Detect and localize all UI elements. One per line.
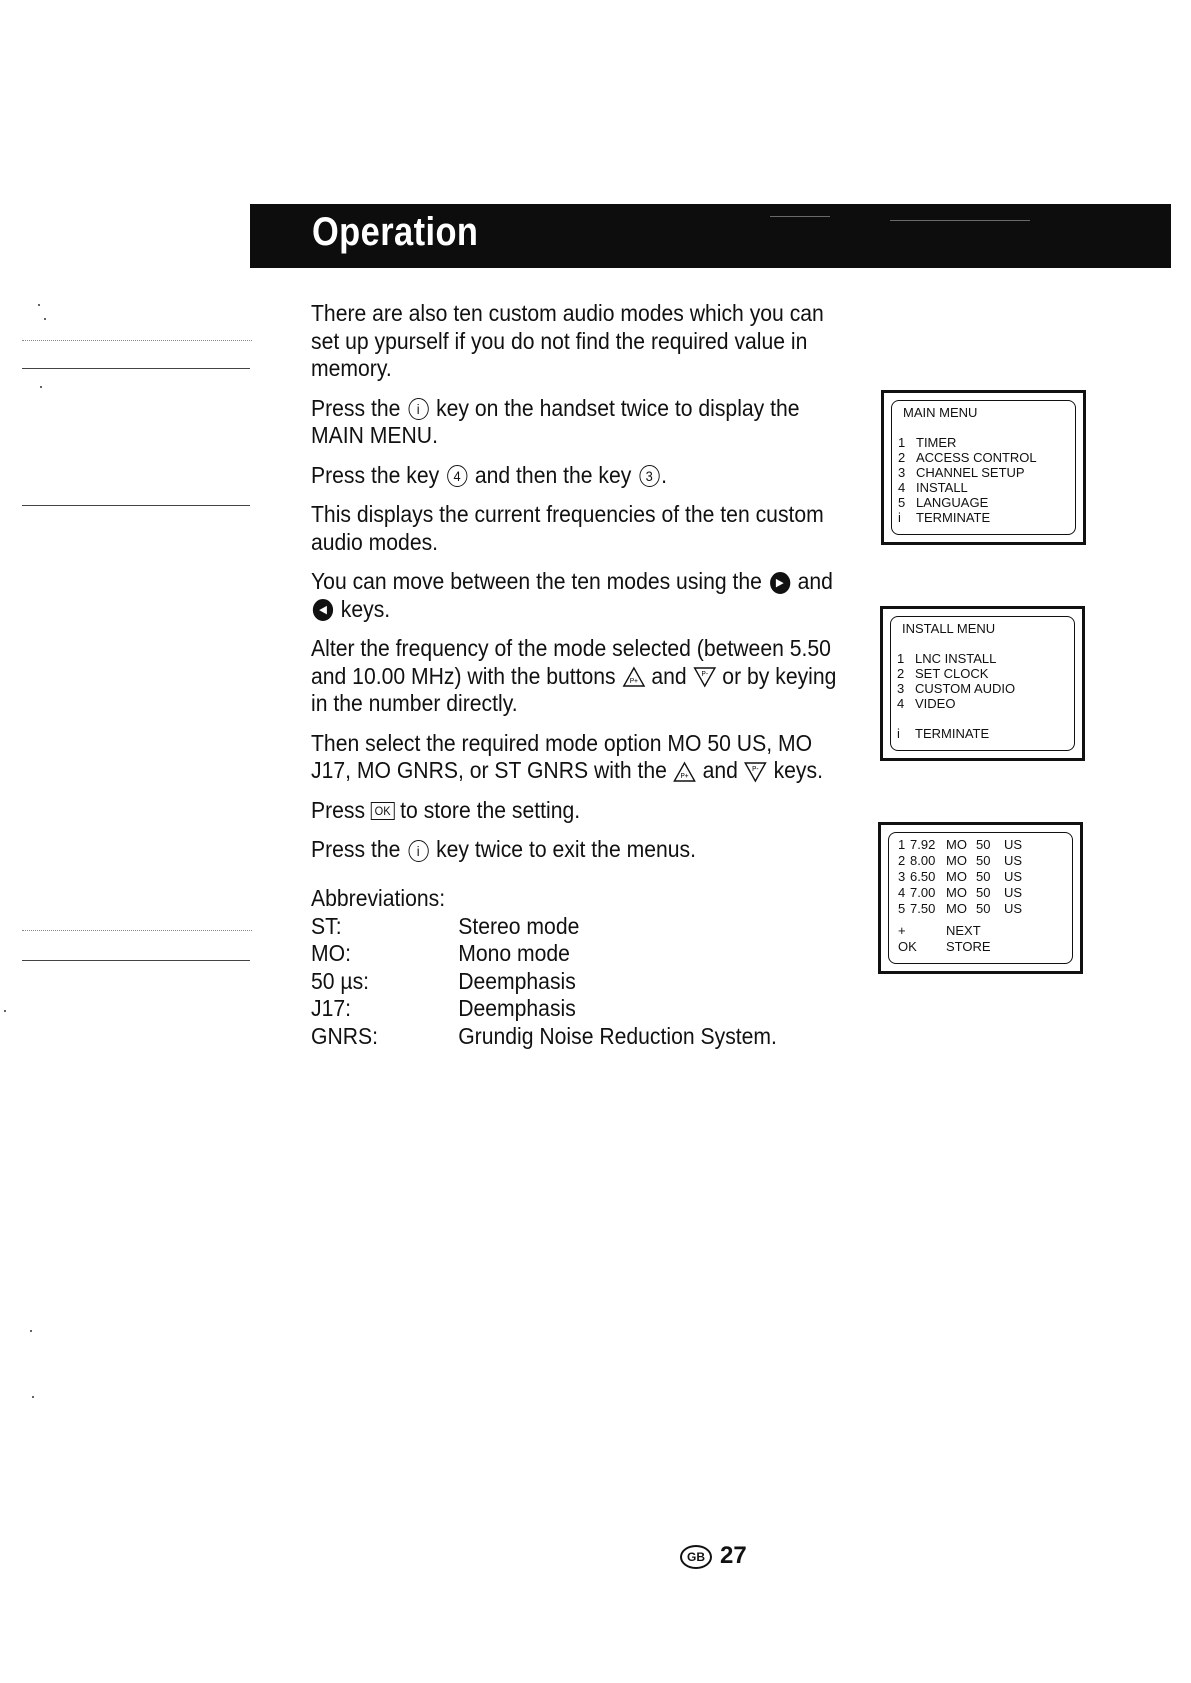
scan-dot [38,304,40,306]
abbreviation-item [311,995,777,1023]
abbreviation-term: 50 µs: [311,967,370,994]
abbreviations-heading [311,885,777,913]
abbreviation-desc: Deemphasis [458,967,576,994]
text: to store the setting. [400,796,581,823]
audio-row: 4 7.00 MO 50 US [898,885,1023,900]
text: Press the [311,836,401,862]
menu-item: 3 CHANNEL SETUP [898,465,1025,480]
key-3-icon: 3 [639,465,659,487]
region-badge: GB [680,1545,712,1569]
text: and [702,757,738,783]
text: and [651,662,687,689]
instructions [311,300,851,876]
print-speck [770,216,830,217]
program-up-key-icon [673,761,697,783]
margin-rule [22,505,250,506]
text: key on the handset twice to display the MAIN MENU. [311,394,800,448]
margin-dotted-rule [22,930,252,932]
text: Press the [311,394,401,421]
abbreviations-list [311,885,817,1050]
audio-row: 2 8.00 MO 50 US [898,853,1023,868]
paragraph-intro: There are also ten custom audio modes which you can set up ypurself if you do not find the required value in memory. [311,300,824,381]
left-arrow-key-icon: ◀ [313,599,333,621]
paragraph-open-menu [311,395,854,450]
abbreviation-term: J17: [311,995,352,1021]
heading-text: Abbreviations: [311,885,446,911]
margin-rule [22,960,250,961]
menu-item: 4 INSTALL [898,480,968,495]
scan-dot [32,1396,34,1398]
program-down-key-icon [693,666,717,688]
scan-dot [44,318,46,320]
page-number-text: 27 [720,1542,747,1569]
paragraph-key-sequence [311,462,854,490]
ok-key-icon: OK [371,802,394,820]
abbreviation-item [311,940,777,968]
menu-item: 4 VIDEO [897,696,956,711]
svg-text:P+: P+ [680,772,689,781]
info-key-icon: i [408,398,428,420]
section-title: Operation [312,210,479,254]
page-number [680,1542,747,1570]
abbreviation-term: GNRS: [311,1022,379,1049]
main-menu-screen [881,390,1086,545]
scan-dot [30,1330,32,1332]
text: and [797,568,833,594]
abbreviation-item [311,1023,777,1051]
program-down-key-icon [744,761,768,783]
info-key-icon: i [408,840,428,862]
abbreviation-desc: Grundig Noise Reduction System. [458,1022,777,1049]
svg-text:P-: P- [752,765,759,774]
menu-item: i TERMINATE [897,726,990,741]
svg-text:P+: P+ [629,678,638,686]
key-4-icon: 4 [447,465,467,487]
audio-footer-row: + NEXT [898,923,981,938]
abbreviation-desc: Stereo mode [458,912,580,939]
custom-audio-screen [878,822,1083,974]
paragraph-navigate [311,568,854,623]
text: keys. [340,595,391,622]
scan-dot [40,386,42,388]
program-up-key-icon [622,666,646,688]
menu-item: 3 CUSTOM AUDIO [897,681,1016,696]
abbreviation-desc: Deemphasis [458,995,576,1021]
svg-text:P-: P- [701,671,708,679]
text: You can move between the ten modes using the [311,568,762,594]
paragraph-display-info: This displays the current frequencies of the ten custom audio modes. [311,501,824,555]
scan-dot [4,1010,6,1012]
text: or by keying in the number directly. [311,662,837,716]
menu-item: i TERMINATE [898,510,991,525]
audio-row: 5 7.50 MO 50 US [898,901,1023,916]
text: Then select the required mode option MO 50 US, MO J17, MO GNRS, or ST GNRS with the [311,729,813,783]
print-speck [890,220,1030,221]
abbreviation-desc: Mono mode [458,940,570,966]
abbreviation-term: ST: [311,912,342,939]
menu-item: 5 LANGUAGE [898,495,989,510]
audio-row: 1 7.92 MO 50 US [898,837,1023,852]
paragraph-select-mode [311,730,854,785]
paragraph-store [311,797,854,825]
audio-footer-row: OK STORE [898,939,991,954]
text: keys. [773,757,823,783]
margin-rule [22,368,250,369]
menu-item: 1 LNC INSTALL [897,651,997,666]
text: and then the key [474,461,632,488]
paragraph-exit [311,836,854,864]
text: . [661,461,668,488]
abbreviation-item [311,968,777,996]
audio-row: 3 6.50 MO 50 US [898,869,1023,884]
text: Alter the frequency of the mode selected (between 5.50 and 10.00 MHz) with the buttons [311,635,831,689]
menu-item: 2 SET CLOCK [897,666,989,681]
menu-item: 2 ACCESS CONTROL [898,450,1037,465]
abbreviation-term: MO: [311,940,351,966]
menu-item: 1 TIMER [898,435,957,450]
margin-dotted-rule [22,340,252,342]
menu-title: MAIN MENU [903,405,978,420]
right-arrow-key-icon: ▶ [770,572,790,594]
menu-title: INSTALL MENU [902,621,996,636]
install-menu-screen [880,606,1085,761]
text: key twice to exit the menus. [436,836,696,862]
text: Press [311,796,366,823]
section-banner [250,204,1171,268]
paragraph-alter-frequency [311,635,854,718]
abbreviation-item [311,913,777,941]
text: Press the key [311,461,440,488]
